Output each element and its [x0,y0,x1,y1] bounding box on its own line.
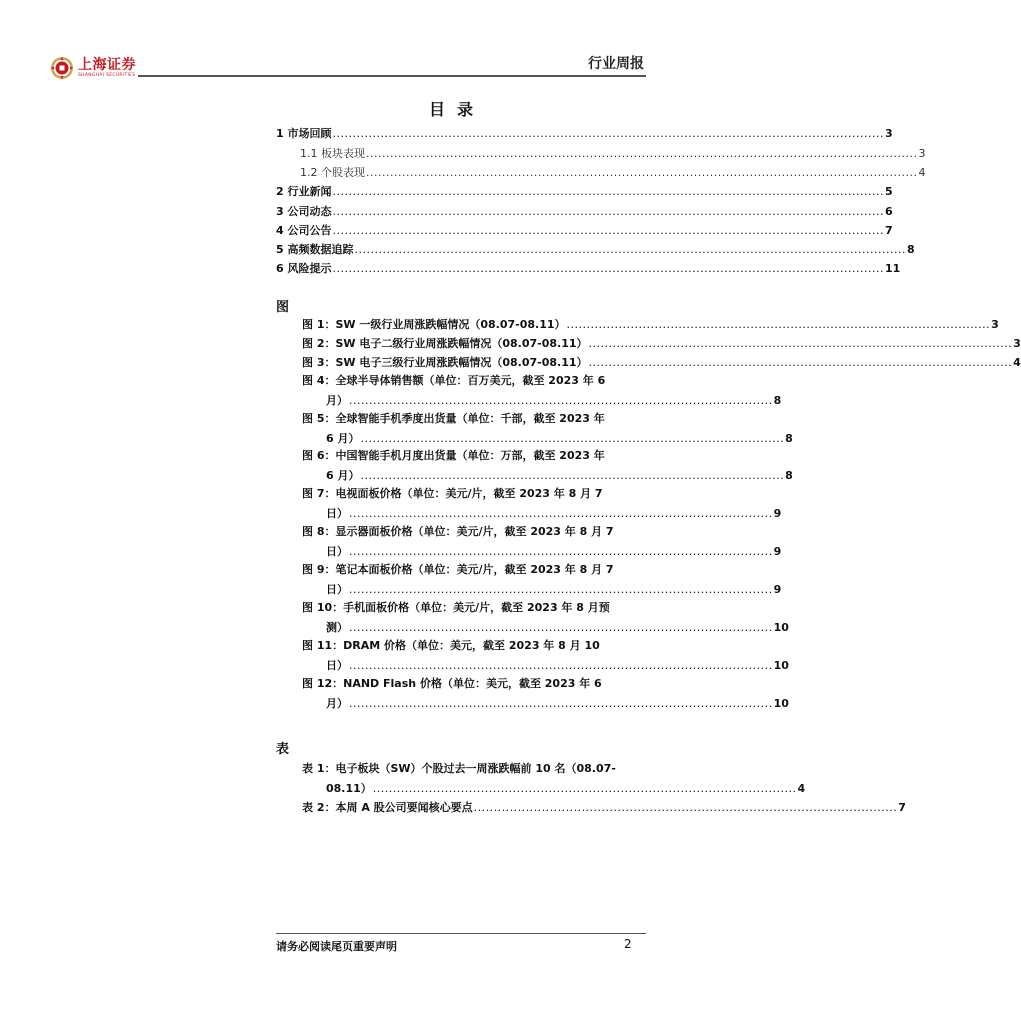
page-number: 2 [624,937,632,951]
figure-entry-label: 图 9：笔记本面板价格（单位：美元/片，截至 2023 年 8 月 7 [302,563,614,576]
figure-entry-label: 图 8：显示器面板价格（单位：美元/片，截至 2023 年 8 月 7 [302,525,614,538]
figure-entry-page: 9 [773,545,782,558]
leader-dots: .......................................................................................................... [360,469,785,482]
leader-dots: .......................................................................................................... [588,356,1013,369]
table-entry-label: 表 2：本周 A 股公司要闻核心要点 [302,801,473,814]
table-entry-page: 7 [898,801,906,814]
company-logo [50,56,136,80]
figures-heading: 图 [276,300,290,315]
leader-dots: .......................................................................................................................................... [354,243,907,256]
leader-dots: .......................................................................................................... [372,782,797,795]
figure-entry-page: 4 [1013,356,1021,369]
leader-dots: .......................................................................................................................................... [366,166,918,179]
figure-entry-label: 图 5：全球智能手机季度出货量（单位：千部，截至 2023 年 [302,412,605,425]
figure-entry-page: 10 [773,621,789,634]
figure-entry-label: 图 4：全球半导体销售额（单位：百万美元，截至 2023 年 6 [302,374,606,387]
leader-dots: .......................................................................................................................................... [332,205,885,218]
report-type-label: 行业周报 [588,56,644,72]
figure-entry-page: 9 [773,583,782,596]
toc-entry-label: 3 公司动态 [276,205,332,218]
toc-entry-company-news[interactable] [276,203,893,219]
toc-entry-sector-performance[interactable] [300,145,926,161]
leader-dots: .......................................................................................................... [349,545,773,558]
toc-entry-risk-warning[interactable] [276,260,901,276]
figure-entry-label: 图 7：电视面板价格（单位：美元/片，截至 2023 年 8 月 7 [302,487,603,500]
figure-entry-10[interactable] [302,599,789,635]
figure-entry-page: 8 [785,432,793,445]
toc-entry-page: 6 [885,205,893,218]
toc-title: 目录 [428,100,485,119]
leader-dots: .......................................................................................................... [566,318,991,331]
toc-entry-company-announcements[interactable] [276,222,893,238]
toc-entry-page: 3 [918,147,926,160]
leader-dots: .......................................................................................................... [349,583,773,596]
shanghai-securities-logo-icon [50,56,74,80]
figure-entry-7[interactable] [302,485,782,521]
table-entry-2[interactable] [302,799,906,815]
figure-entry-11[interactable] [302,637,789,673]
figure-entry-label-cont: 日） [326,659,348,672]
leader-dots: .......................................................................................................... [360,432,785,445]
figure-entry-2[interactable] [302,335,1021,351]
figure-entry-page: 3 [991,318,999,331]
toc-entry-label: 4 公司公告 [276,224,332,237]
leader-dots: .......................................................................................................... [588,337,1013,350]
toc-entry-page: 7 [885,224,893,237]
figure-entry-label: 图 2：SW 电子二级行业周涨跌幅情况（08.07-08.11） [302,337,588,350]
figure-entry-page: 3 [1013,337,1021,350]
toc-entry-stock-performance[interactable] [300,164,926,180]
table-entry-label-cont: 08.11） [326,782,372,795]
figure-entry-8[interactable] [302,523,782,559]
figure-entry-3[interactable] [302,354,1021,370]
toc-entry-page: 4 [918,166,926,179]
tables-heading: 表 [276,742,290,757]
toc-entry-page: 11 [885,262,901,275]
figure-entry-label: 图 12：NAND Flash 价格（单位：美元，截至 2023 年 6 [302,677,602,690]
figure-entry-1[interactable] [302,316,999,332]
figure-entry-4[interactable] [302,372,782,408]
figure-entry-page: 8 [785,469,793,482]
toc-entry-page: 5 [885,185,893,198]
figure-entry-label-cont: 6 月） [326,432,360,445]
leader-dots: .......................................................................................................................................... [332,262,885,275]
figure-entry-label: 图 10：手机面板价格（单位：美元/片，截至 2023 年 8 月预 [302,601,610,614]
table-entry-1[interactable] [302,760,806,796]
figure-entry-label: 图 3：SW 电子三级行业周涨跌幅情况（08.07-08.11） [302,356,588,369]
toc-entry-label: 2 行业新闻 [276,185,332,198]
figure-entry-label: 图 1：SW 一级行业周涨跌幅情况（08.07-08.11） [302,318,566,331]
logo-english-name: SHANGHAI SECURITIES [78,72,136,78]
toc-entry-label: 1 市场回顾 [276,127,332,140]
figure-entry-5[interactable] [302,410,793,446]
figure-entry-label-cont: 6 月） [326,469,360,482]
leader-dots: .......................................................................................................................................... [366,147,918,160]
figure-entry-label-cont: 日） [326,545,348,558]
figure-entry-label-cont: 月） [326,697,348,710]
toc-entry-label: 5 高频数据追踪 [276,243,354,256]
figure-entry-9[interactable] [302,561,782,597]
footer-divider [276,933,646,934]
leader-dots: .......................................................................................................... [349,621,773,634]
figure-entry-label-cont: 测） [326,621,348,634]
toc-entry-label: 6 风险提示 [276,262,332,275]
toc-entry-label: 1.2 个股表现 [300,166,365,179]
toc-entry-page: 8 [907,243,915,256]
toc-entry-market-review[interactable] [276,125,893,141]
figure-entry-page: 9 [773,507,782,520]
leader-dots: .......................................................................................................................................... [332,185,885,198]
leader-dots: .......................................................................................................................................... [332,127,885,140]
leader-dots: .......................................................................................................... [473,801,898,814]
figure-entry-label: 图 6：中国智能手机月度出货量（单位：万部，截至 2023 年 [302,449,605,462]
figure-entry-label-cont: 月） [326,394,348,407]
header-divider [138,75,646,77]
figure-entry-label: 图 11：DRAM 价格（单位：美元，截至 2023 年 8 月 10 [302,639,600,652]
leader-dots: .......................................................................................................... [349,507,773,520]
figure-entry-6[interactable] [302,447,793,483]
figure-entry-label-cont: 日） [326,507,348,520]
logo-chinese-name: 上海证券 [78,56,136,73]
toc-entry-high-frequency-data[interactable] [276,241,915,257]
leader-dots: .......................................................................................................... [349,697,773,710]
footer-disclaimer: 请务必阅读尾页重要声明 [276,940,397,953]
figure-entry-page: 8 [773,394,782,407]
table-entry-page: 4 [797,782,806,795]
figure-entry-12[interactable] [302,675,789,711]
figure-entry-page: 10 [773,659,789,672]
toc-entry-page: 3 [885,127,893,140]
leader-dots: .......................................................................................................... [349,394,773,407]
figure-entry-label-cont: 日） [326,583,348,596]
leader-dots: .......................................................................................................................................... [332,224,885,237]
table-entry-label: 表 1：电子板块（SW）个股过去一周涨跌幅前 10 名（08.07- [302,762,616,775]
toc-entry-industry-news[interactable] [276,183,893,199]
leader-dots: .......................................................................................................... [349,659,773,672]
figure-entry-page: 10 [773,697,789,710]
page-header [0,0,724,80]
toc-entry-label: 1.1 板块表现 [300,147,365,160]
